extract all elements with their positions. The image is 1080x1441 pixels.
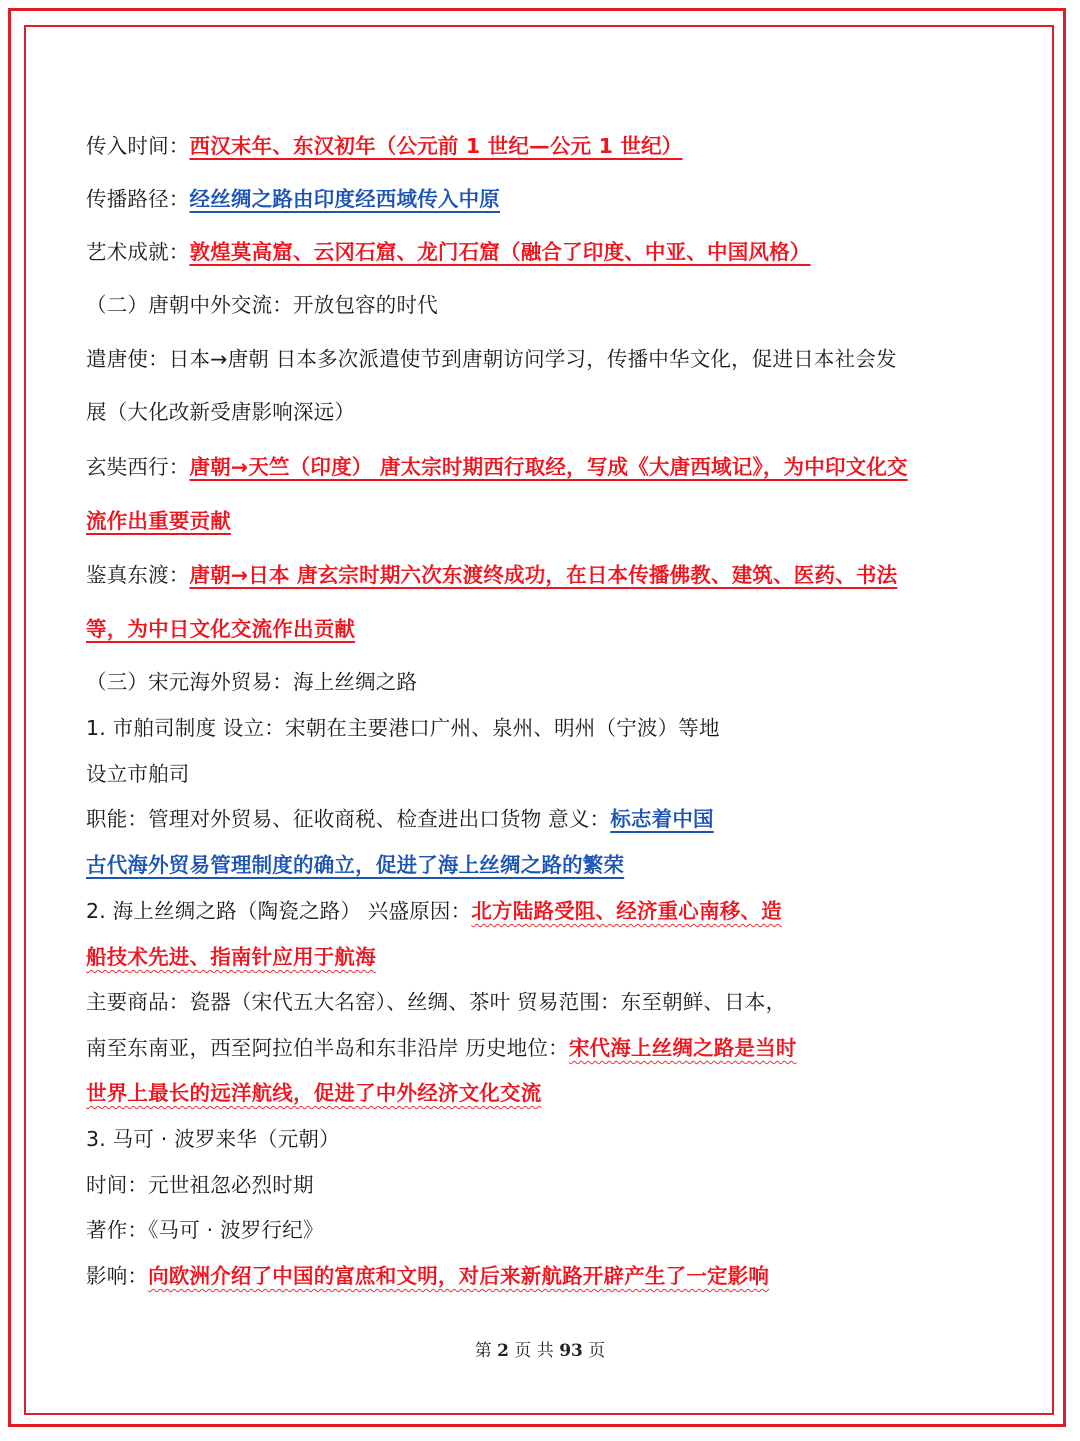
label: 艺术成就： — [86, 240, 190, 264]
footer-middle: 页 共 — [514, 1341, 554, 1361]
highlight-red: 唐朝→日本 唐玄宗时期六次东渡终成功，在日本传播佛教、建筑、医药、书法 — [189, 563, 898, 587]
page-number: 2 — [497, 1341, 509, 1361]
line-time: 时间：元世祖忽必烈时期 — [86, 1173, 314, 1197]
highlight-red: 西汉末年、东汉初年（公元前 1 世纪—公元 1 世纪） — [189, 134, 683, 158]
line-function-cont — [86, 851, 624, 879]
label: 玄奘西行： — [86, 455, 190, 479]
line-maritime-cont — [86, 943, 376, 971]
line-shibosi: 1. 市舶司制度 设立：宋朝在主要港口广州、泉州、明州（宁波）等地 — [86, 716, 720, 740]
highlight-red: 世界上最长的远洋航线，促进了中外经济文化交流 — [86, 1081, 542, 1105]
highlight-red: 向欧洲介绍了中国的富庶和文明，对后来新航路开辟产生了一定影响 — [148, 1264, 770, 1288]
line-jianzhen-cont — [86, 615, 355, 643]
label: 传入时间： — [86, 134, 190, 158]
line-xuanzang-cont — [86, 507, 231, 535]
highlight-blue: 标志着中国 — [610, 807, 714, 831]
total-pages: 93 — [559, 1341, 583, 1361]
label: 影响： — [86, 1264, 149, 1288]
highlight-red: 宋代海上丝绸之路是当时 — [568, 1036, 797, 1060]
line-art-achievement — [86, 238, 811, 266]
line-function — [86, 805, 714, 833]
line-shibosi-cont: 设立市舶司 — [86, 762, 190, 786]
label: 南至东南亚，西至阿拉伯半岛和东非沿岸 历史地位： — [86, 1036, 569, 1060]
footer-prefix: 第 — [474, 1341, 492, 1361]
highlight-red: 北方陆路受阻、经济重心南移、造 — [471, 899, 782, 923]
highlight-red: 船技术先进、指南针应用于航海 — [86, 945, 376, 969]
label: 传播路径： — [86, 187, 190, 211]
highlight-red: 等，为中日文化交流作出贡献 — [86, 617, 356, 641]
label: 2. 海上丝绸之路（陶瓷之路） 兴盛原因： — [86, 899, 472, 923]
line-envoys: 遣唐使：日本→唐朝 日本多次派遣使节到唐朝访问学习，传播中华文化，促进日本社会发 — [86, 347, 897, 371]
line-works: 著作：《马可 · 波罗行纪》 — [86, 1218, 324, 1242]
footer-suffix: 页 — [588, 1341, 606, 1361]
highlight-red: 唐朝→天竺（印度） 唐太宗时期西行取经，写成《大唐西域记》，为中印文化交 — [189, 455, 908, 479]
page-footer — [0, 1336, 1080, 1361]
section-heading-marco-polo: 3. 马可 · 波罗来华（元朝） — [86, 1127, 340, 1151]
line-influence — [86, 1262, 769, 1290]
highlight-red: 流作出重要贡献 — [86, 509, 231, 533]
line-spread-route — [86, 185, 500, 213]
highlight-red: 敦煌莫高窟、云冈石窟、龙门石窟（融合了印度、中亚、中国风格） — [189, 240, 811, 264]
label: 职能：管理对外贸易、征收商税、检查进出口货物 意义： — [86, 807, 611, 831]
line-xuanzang — [86, 453, 908, 481]
line-envoys-cont: 展（大化改新受唐影响深远） — [86, 400, 356, 424]
line-goods: 主要商品：瓷器（宋代五大名窑）、丝绸、茶叶 贸易范围：东至朝鲜、日本， — [86, 990, 787, 1014]
highlight-blue: 古代海外贸易管理制度的确立，促进了海上丝绸之路的繁荣 — [86, 853, 625, 877]
line-trade-range-cont — [86, 1079, 541, 1107]
section-heading-song-yuan: （三）宋元海外贸易：海上丝绸之路 — [86, 670, 418, 694]
line-trade-range — [86, 1034, 797, 1062]
highlight-blue: 经丝绸之路由印度经西域传入中原 — [189, 187, 500, 211]
line-jianzhen — [86, 561, 897, 589]
line-spread-time — [86, 132, 682, 160]
section-heading-tang: （二）唐朝中外交流：开放包容的时代 — [86, 293, 438, 317]
label: 鉴真东渡： — [86, 563, 190, 587]
line-maritime-silk-road — [86, 897, 782, 925]
